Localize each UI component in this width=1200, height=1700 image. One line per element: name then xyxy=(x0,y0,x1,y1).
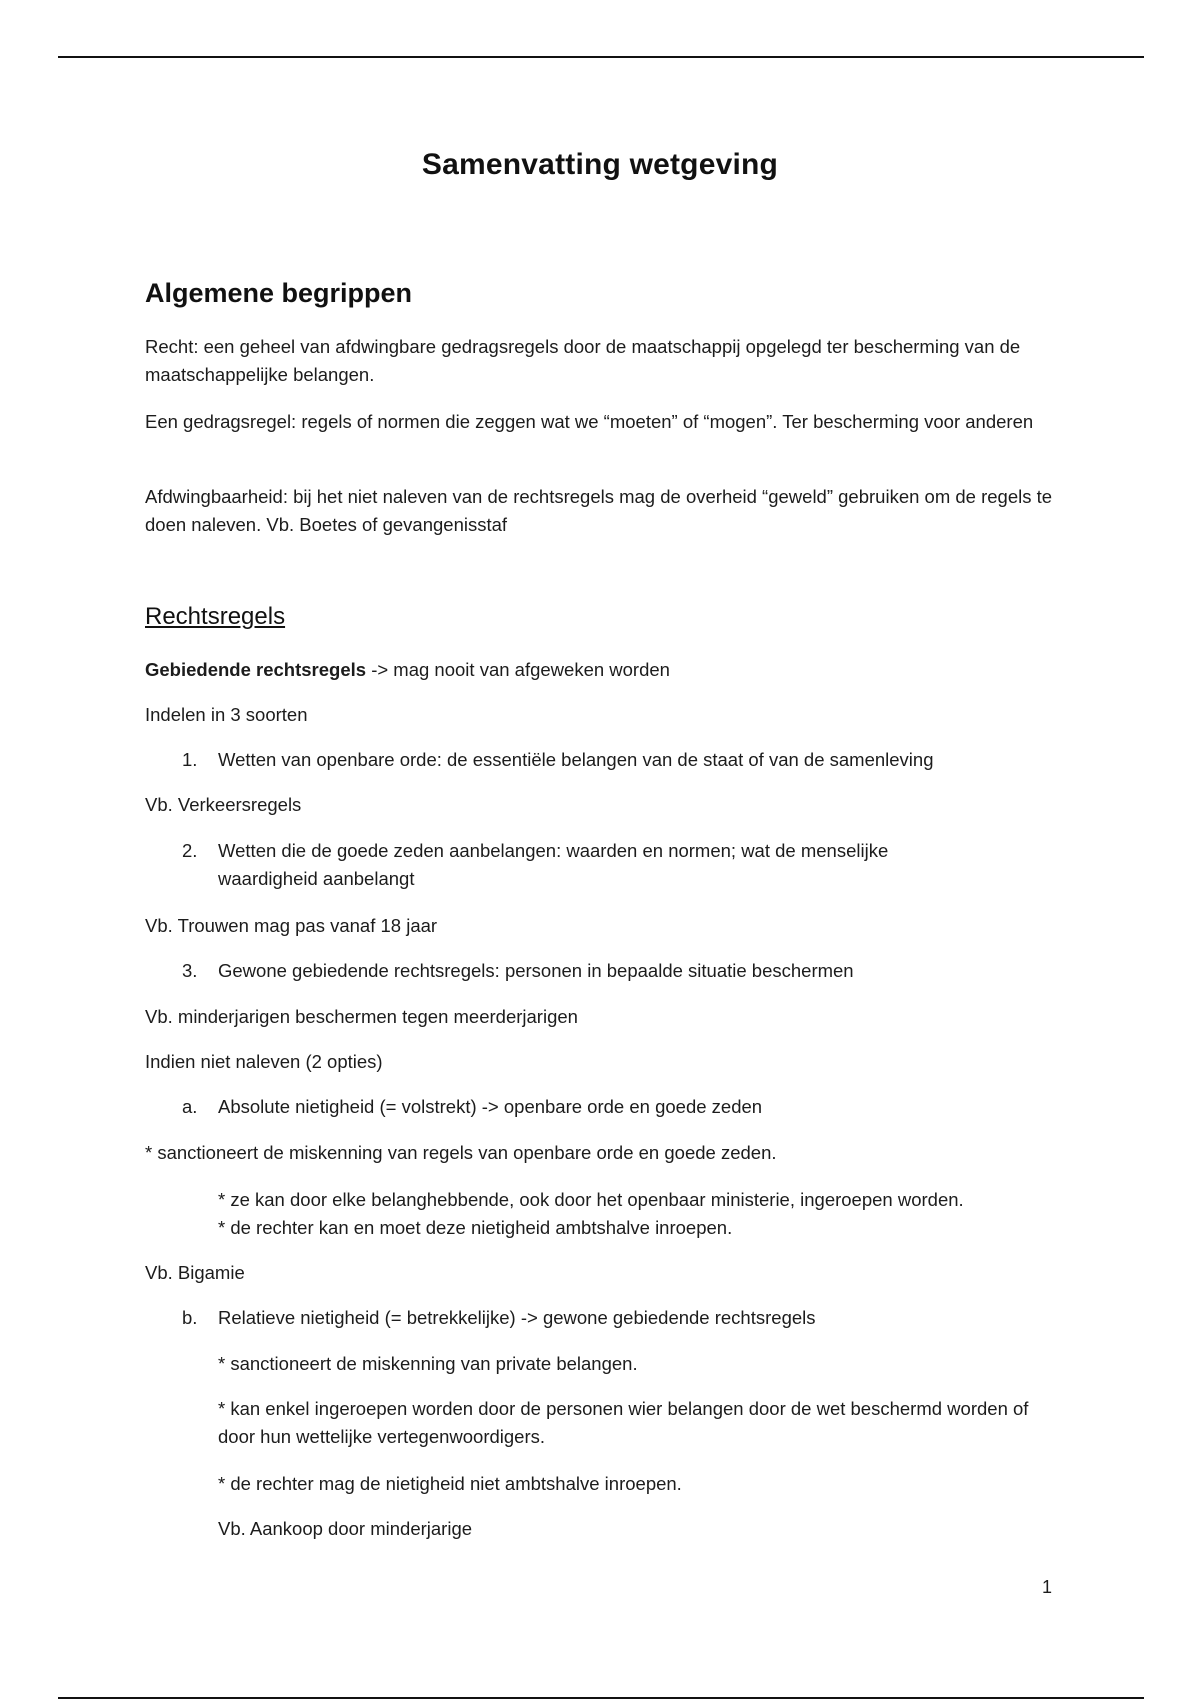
bullet-a3: * de rechter kan en moet deze nietigheid ambtshalve inroepen. xyxy=(218,1217,733,1238)
heading-algemene-begrippen: Algemene begrippen xyxy=(145,278,413,308)
list-text: Wetten van openbare orde: de essentiële belangen van de staat of van de samenleving xyxy=(218,749,934,770)
list-text: Absolute nietigheid (= volstrekt) -> openbare orde en goede zeden xyxy=(218,1096,763,1117)
paragraph-indelen: Indelen in 3 soorten xyxy=(145,704,308,725)
list-number: 1. xyxy=(182,749,198,770)
paragraph-afdwingbaarheid: Afdwingbaarheid: bij het niet naleven van de rechtsregels mag de overheid “geweld” gebruiken om de regels te doen naleven. Vb. Boetes of gevangenisstaf xyxy=(145,486,1053,535)
bullet-b2: * kan enkel ingeroepen worden door de personen wier belangen door de wet beschermd worden of door hun wettelijke vertegenwoordigers. xyxy=(218,1398,1029,1447)
paragraph-recht: Recht: een geheel van afdwingbare gedragsregels door de maatschappij opgelegd ter bescherming van de maatschappelijke belangen. xyxy=(145,336,1021,385)
list-number: 3. xyxy=(182,960,198,981)
example-a: Vb. Bigamie xyxy=(145,1262,245,1283)
bullet-b1: * sanctioneert de miskenning van private belangen. xyxy=(218,1353,638,1374)
heading-rechtsregels: Rechtsregels xyxy=(145,603,286,630)
list-letter: b. xyxy=(182,1307,198,1328)
bullet-a1: * sanctioneert de miskenning van regels van openbare orde en goede zeden. xyxy=(145,1142,777,1163)
example-1: Vb. Verkeersregels xyxy=(145,794,302,815)
list-text: Wetten die de goede zeden aanbelangen: waarden en normen; wat de menselijke waardigheid aanbelangt xyxy=(218,840,889,889)
bullet-b3: * de rechter mag de nietigheid niet ambtshalve inroepen. xyxy=(218,1473,682,1494)
list-number: 2. xyxy=(182,840,198,861)
list-text: Gewone gebiedende rechtsregels: personen in bepaalde situatie beschermen xyxy=(218,960,854,981)
example-2: Vb. Trouwen mag pas vanaf 18 jaar xyxy=(145,915,438,936)
example-b: Vb. Aankoop door minderjarige xyxy=(218,1518,473,1539)
document-title: Samenvatting wetgeving xyxy=(421,148,779,181)
example-3: Vb. minderjarigen beschermen tegen meerderjarigen xyxy=(145,1006,578,1027)
gebiedende-bold: Gebiedende rechtsregels xyxy=(145,659,367,680)
list-text: Relatieve nietigheid (= betrekkelijke) -> gewone gebiedende rechtsregels xyxy=(218,1307,816,1328)
paragraph-gebiedende xyxy=(145,656,1065,684)
gebiedende-rest: -> mag nooit van afgeweken worden xyxy=(366,659,670,680)
bottom-rule xyxy=(58,1697,1144,1699)
paragraph-niet-naleven: Indien niet naleven (2 opties) xyxy=(145,1051,383,1072)
page-number: 1 xyxy=(1042,1577,1053,1597)
list-letter: a. xyxy=(182,1096,198,1117)
paragraph-gedragsregel: Een gedragsregel: regels of normen die zeggen wat we “moeten” of “mogen”. Ter bescherming voor anderen xyxy=(145,411,1034,432)
top-rule xyxy=(58,56,1144,58)
bullet-a2: * ze kan door elke belanghebbende, ook door het openbaar ministerie, ingeroepen worden. xyxy=(218,1189,964,1210)
